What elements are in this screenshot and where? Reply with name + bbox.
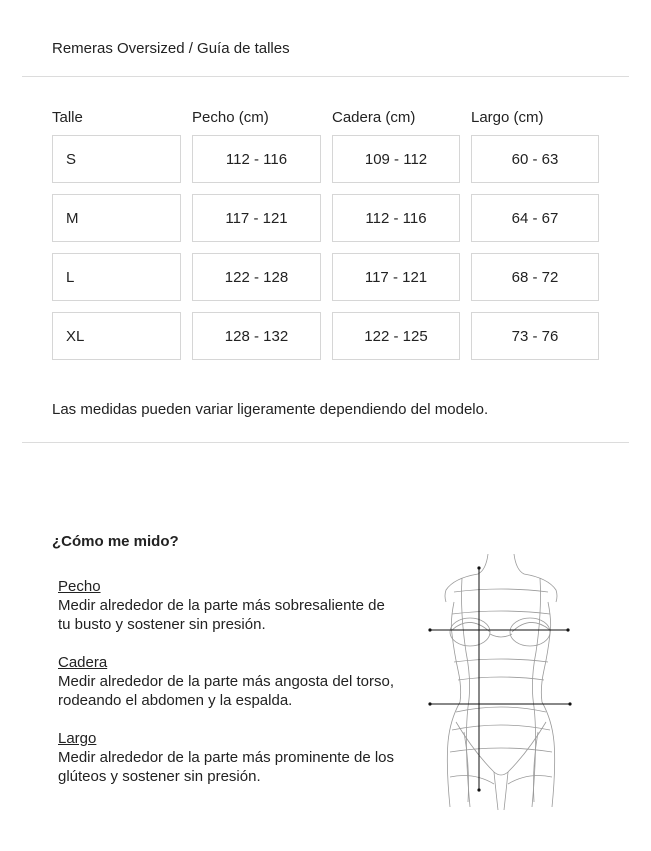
table-cell-chest: 117 - 121 bbox=[192, 194, 321, 242]
bottom-divider bbox=[22, 442, 629, 443]
mannequin-measure-icon bbox=[424, 552, 576, 814]
column-header-chest: Pecho (cm) bbox=[192, 109, 269, 126]
measure-item-hip bbox=[58, 653, 398, 710]
top-divider bbox=[22, 76, 629, 77]
table-row bbox=[52, 135, 600, 183]
measure-item-chest bbox=[58, 577, 398, 634]
measure-text: Medir alrededor de la parte más sobresaliente de tu busto y sostener sin presión. bbox=[58, 597, 385, 633]
table-cell-hip: 109 - 112 bbox=[332, 135, 460, 183]
size-table bbox=[52, 108, 600, 371]
table-cell-hip: 117 - 121 bbox=[332, 253, 460, 301]
measure-instructions bbox=[58, 577, 398, 805]
table-cell-length: 60 - 63 bbox=[471, 135, 599, 183]
measure-name: Pecho bbox=[58, 578, 101, 595]
how-to-title: ¿Cómo me mido? bbox=[52, 533, 179, 550]
table-row bbox=[52, 253, 600, 301]
table-cell-size: XL bbox=[52, 312, 181, 360]
table-cell-chest: 128 - 132 bbox=[192, 312, 321, 360]
page-title: Remeras Oversized / Guía de talles bbox=[52, 40, 290, 57]
table-cell-size: S bbox=[52, 135, 181, 183]
table-cell-chest: 112 - 116 bbox=[192, 135, 321, 183]
measure-name: Cadera bbox=[58, 654, 108, 671]
table-cell-length: 64 - 67 bbox=[471, 194, 599, 242]
measure-text: Medir alrededor de la parte más angosta del torso, rodeando el abdomen y la espalda. bbox=[58, 673, 395, 709]
measure-item-length bbox=[58, 729, 398, 786]
measure-name: Largo bbox=[58, 730, 97, 747]
table-header-row bbox=[52, 108, 600, 135]
table-cell-length: 73 - 76 bbox=[471, 312, 599, 360]
table-cell-chest: 122 - 128 bbox=[192, 253, 321, 301]
table-cell-hip: 122 - 125 bbox=[332, 312, 460, 360]
column-header-size: Talle bbox=[52, 109, 83, 126]
column-header-length: Largo (cm) bbox=[471, 109, 544, 126]
table-cell-size: M bbox=[52, 194, 181, 242]
table-row bbox=[52, 312, 600, 360]
size-note: Las medidas pueden variar ligeramente dependiendo del modelo. bbox=[52, 401, 489, 418]
table-cell-size: L bbox=[52, 253, 181, 301]
column-header-hip: Cadera (cm) bbox=[332, 109, 416, 126]
table-cell-hip: 112 - 116 bbox=[332, 194, 460, 242]
table-row bbox=[52, 194, 600, 242]
measure-text: Medir alrededor de la parte más prominente de los glúteos y sostener sin presión. bbox=[58, 749, 395, 785]
table-cell-length: 68 - 72 bbox=[471, 253, 599, 301]
